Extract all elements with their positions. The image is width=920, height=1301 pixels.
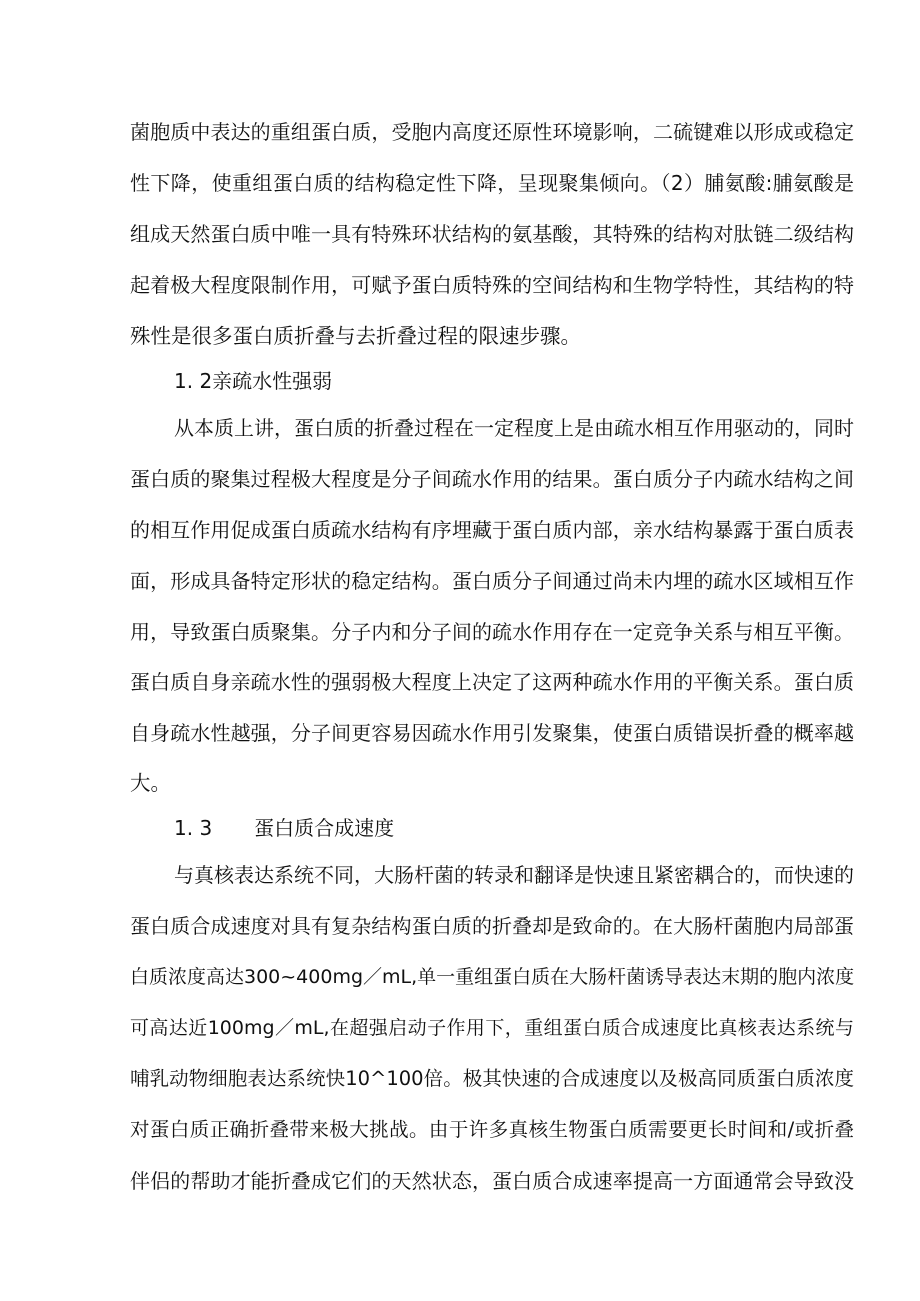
text-line: 起着极大程度限制作用，可赋予蛋白质特殊的空间结构和生物学特性，其结构的特 (130, 273, 854, 297)
text-line: 哺乳动物细胞表达系统快10^100倍。极其快速的合成速度以及极高同质蛋白质浓度 (130, 1067, 854, 1090)
text-line: 组成天然蛋白质中唯一具有特殊环状结构的氨基酸，其特殊的结构对肽链二级结构 (130, 222, 854, 246)
text-line: 从本质上讲，蛋白质的折叠过程在一定程度上是由疏水相互作用驱动的，同时 (174, 416, 854, 440)
text-line: 面，形成具备特定形状的稳定结构。蛋白质分子间通过尚未内埋的疏水区域相互作 (130, 569, 854, 593)
section-number: 1. 3 (174, 816, 213, 840)
text-line: 与真核表达系统不同，大肠杆菌的转录和翻译是快速且紧密耦合的，而快速的 (174, 863, 854, 887)
section-heading-1-2: 1. 2亲疏水性强弱 (174, 369, 333, 393)
text-line: 的相互作用促成蛋白质疏水结构有序埋藏于蛋白质内部，亲水结构暴露于蛋白质表 (130, 518, 854, 542)
text-line: 性下降，使重组蛋白质的结构稳定性下降，呈现聚集倾向。（2）脯氨酸:脯氨酸是 (130, 171, 854, 195)
text-line: 白质浓度高达300~400mg／mL,单一重组蛋白质在大肠杆菌诱导表达末期的胞内浓度 (130, 966, 855, 988)
text-line: 对蛋白质正确折叠带来极大挑战。由于许多真核生物蛋白质需要更长时间和/或折叠 (130, 1118, 854, 1141)
text-line: 大。 (130, 771, 171, 795)
text-line: 蛋白质合成速度对具有复杂结构蛋白质的折叠却是致命的。在大肠杆菌胞内局部蛋 (130, 914, 854, 938)
text-line: 伴侣的帮助才能折叠成它们的天然状态，蛋白质合成速率提高一方面通常会导致没 (130, 1169, 854, 1193)
text-line: 蛋白质的聚集过程极大程度是分子间疏水作用的结果。蛋白质分子内疏水结构之间 (130, 467, 854, 491)
text-line: 可高达近100mg／mL,在超强启动子作用下，重组蛋白质合成速度比真核表达系统与 (130, 1017, 854, 1039)
section-title: 蛋白质合成速度 (254, 816, 395, 840)
text-line: 菌胞质中表达的重组蛋白质，受胞内高度还原性环境影响，二硫键难以形成或稳定 (130, 120, 854, 144)
text-line: 自身疏水性越强，分子间更容易因疏水作用引发聚集，使蛋白质错误折叠的概率越 (130, 721, 854, 745)
section-heading-1-3 (174, 813, 898, 843)
text-line: 蛋白质自身亲疏水性的强弱极大程度上决定了这两种疏水作用的平衡关系。蛋白质 (130, 670, 854, 694)
text-line: 殊性是很多蛋白质折叠与去折叠过程的限速步骤。 (130, 324, 581, 348)
text-line: 用，导致蛋白质聚集。分子内和分子间的疏水作用存在一定竞争关系与相互平衡。 (130, 620, 854, 644)
